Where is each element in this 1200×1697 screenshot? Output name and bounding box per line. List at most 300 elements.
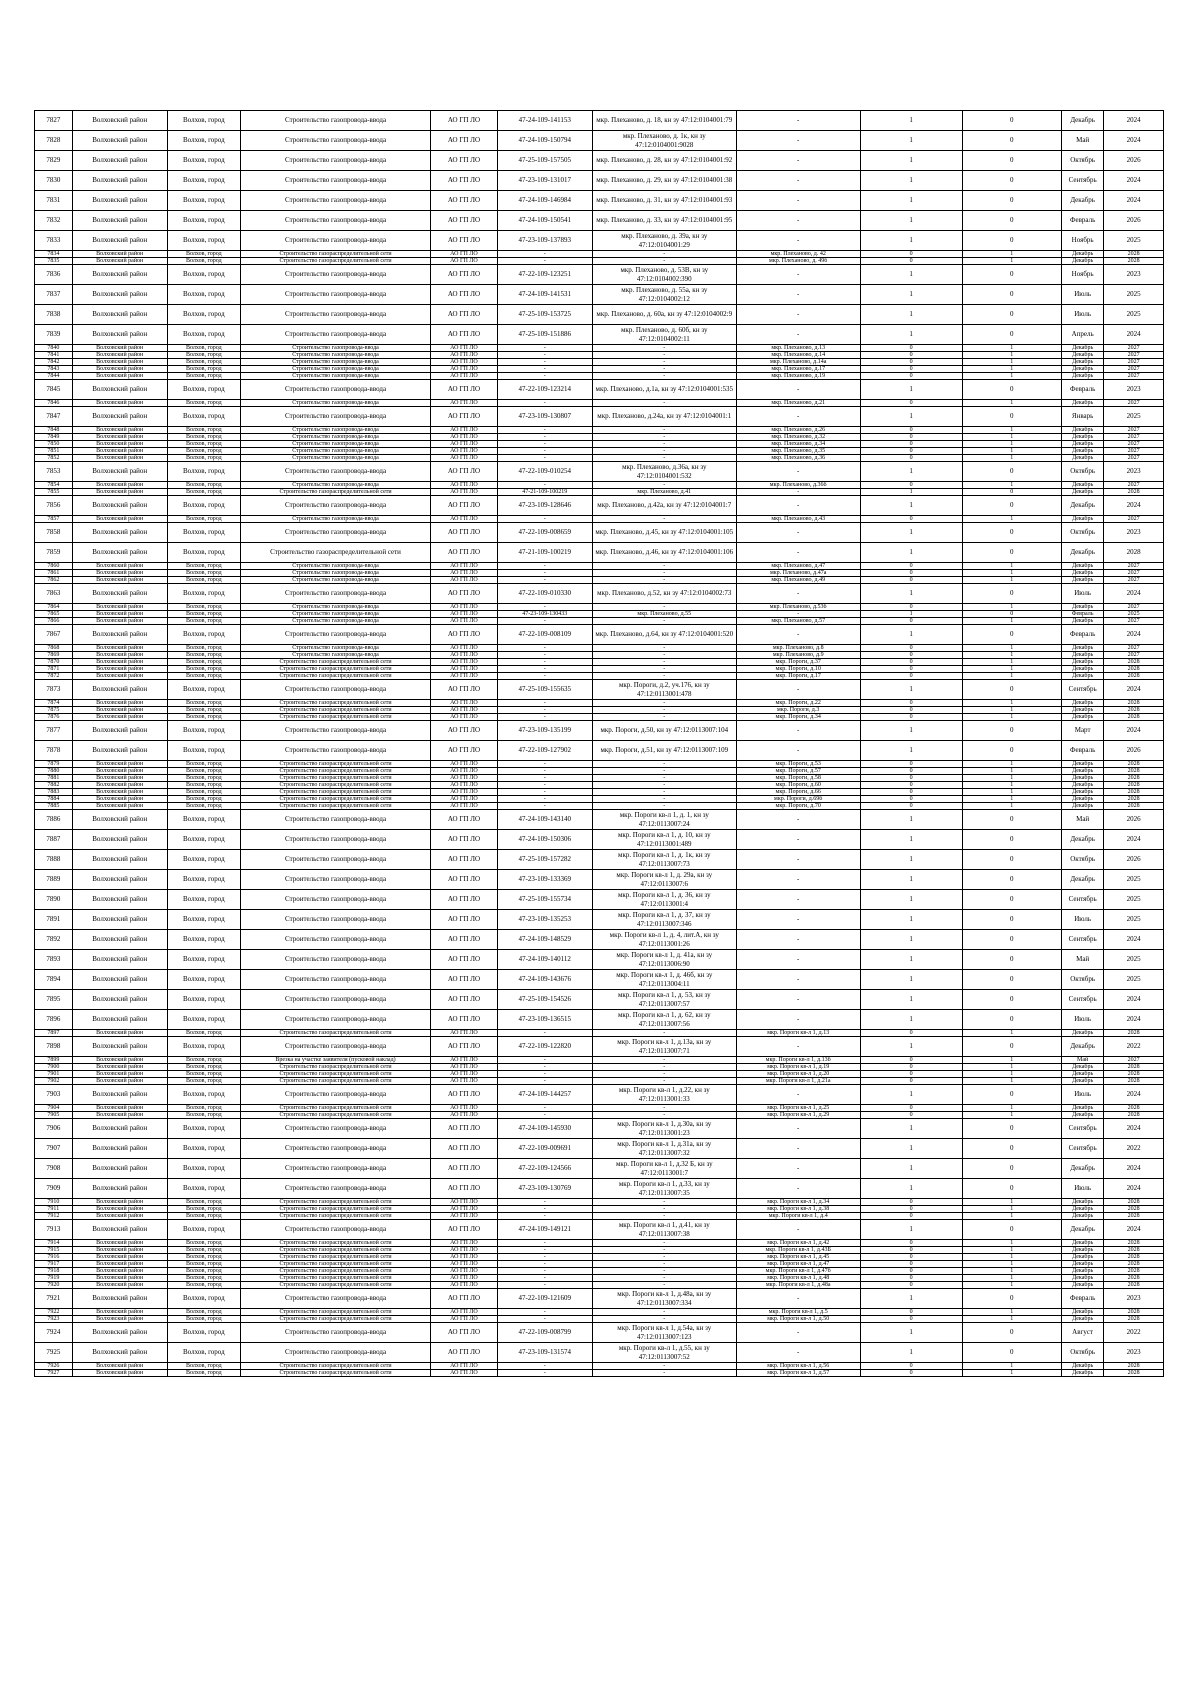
cell-district: Волховский район	[72, 721, 167, 741]
cell-number: 7856	[35, 496, 73, 516]
cell-year: 2024	[1104, 171, 1164, 191]
cell-settlement: Волхов, город	[167, 761, 240, 768]
cell-settlement: Волхов, город	[167, 1323, 240, 1343]
cell-address-cadastral: -	[592, 400, 736, 407]
cell-address-cadastral: -	[592, 345, 736, 352]
cell-count-a: 1	[860, 407, 962, 427]
cell-year: 2027	[1104, 652, 1164, 659]
table-row	[35, 258, 1164, 265]
cell-address-cadastral: мкр. Пороги кв-л 1, д.30а, кн зу 47:12:0113001:23	[592, 1119, 736, 1139]
cell-year: 2026	[1104, 151, 1164, 171]
cell-count-a: 0	[860, 761, 962, 768]
cell-number: 7827	[35, 111, 73, 131]
cell-organization: АО ГП ЛО	[431, 584, 497, 604]
cell-count-b: 1	[962, 1057, 1062, 1064]
cell-district: Волховский район	[72, 1159, 167, 1179]
cell-count-b: 1	[962, 1370, 1062, 1377]
cell-year: 2027	[1104, 516, 1164, 523]
cell-organization: АО ГП ЛО	[431, 359, 497, 366]
cell-count-b: 0	[962, 810, 1062, 830]
table-row	[35, 1206, 1164, 1213]
cell-address: -	[736, 231, 860, 251]
cell-address: мкр. Пороги, д.60	[736, 782, 860, 789]
cell-application-id: -	[497, 577, 592, 584]
cell-work-type: Строительство газопровода-ввода	[240, 191, 430, 211]
cell-application-id: 47-23-109-130807	[497, 407, 592, 427]
cell-address: мкр. Пороги кв-л 1, д.20	[736, 1071, 860, 1078]
cell-address-cadastral: -	[592, 1105, 736, 1112]
cell-address: -	[736, 523, 860, 543]
cell-month: Декабрь	[1062, 618, 1104, 625]
cell-application-id: 47-22-109-121609	[497, 1289, 592, 1309]
cell-month: Октябрь	[1062, 850, 1104, 870]
cell-organization: АО ГП ЛО	[431, 265, 497, 285]
cell-count-b: 1	[962, 618, 1062, 625]
cell-year: 2025	[1104, 285, 1164, 305]
cell-organization: АО ГП ЛО	[431, 1309, 497, 1316]
cell-month: Февраль	[1062, 211, 1104, 231]
cell-work-type: Строительство газораспределительной сети	[240, 1030, 430, 1037]
cell-organization: АО ГП ЛО	[431, 516, 497, 523]
cell-application-id: -	[497, 1030, 592, 1037]
cell-district: Волховский район	[72, 265, 167, 285]
cell-organization: АО ГП ЛО	[431, 563, 497, 570]
cell-settlement: Волхов, город	[167, 645, 240, 652]
cell-address: -	[736, 1085, 860, 1105]
cell-address: мкр. Плеханово, д. 49б	[736, 258, 860, 265]
cell-address-cadastral: мкр. Пороги кв-л 1, д. 62, кн зу 47:12:0113007:56	[592, 1010, 736, 1030]
cell-settlement: Волхов, город	[167, 462, 240, 482]
cell-month: Декабрь	[1062, 1247, 1104, 1254]
cell-year: 2028	[1104, 659, 1164, 666]
cell-number: 7866	[35, 618, 73, 625]
table-row	[35, 1247, 1164, 1254]
cell-count-b: 0	[962, 584, 1062, 604]
cell-organization: АО ГП ЛО	[431, 191, 497, 211]
cell-month: Февраль	[1062, 380, 1104, 400]
cell-application-id: 47-22-109-010254	[497, 462, 592, 482]
table-row	[35, 666, 1164, 673]
cell-number: 7853	[35, 462, 73, 482]
cell-work-type: Строительство газораспределительной сети	[240, 1254, 430, 1261]
cell-month: Октябрь	[1062, 151, 1104, 171]
cell-application-id: 47-25-109-155635	[497, 680, 592, 700]
table-row	[35, 659, 1164, 666]
cell-organization: АО ГП ЛО	[431, 1220, 497, 1240]
cell-count-b: 1	[962, 570, 1062, 577]
cell-count-b: 1	[962, 707, 1062, 714]
cell-count-a: 1	[860, 625, 962, 645]
cell-count-a: 1	[860, 211, 962, 231]
cell-count-a: 0	[860, 448, 962, 455]
table-row	[35, 523, 1164, 543]
cell-count-a: 1	[860, 1010, 962, 1030]
cell-district: Волховский район	[72, 400, 167, 407]
cell-month: Декабрь	[1062, 366, 1104, 373]
cell-number: 7894	[35, 970, 73, 990]
table-row	[35, 1275, 1164, 1282]
cell-month: Февраль	[1062, 741, 1104, 761]
cell-month: Сентябрь	[1062, 890, 1104, 910]
table-row	[35, 577, 1164, 584]
table-row	[35, 1282, 1164, 1289]
cell-address: мкр. Пороги, д.58	[736, 775, 860, 782]
cell-work-type: Строительство газопровода-ввода	[240, 285, 430, 305]
cell-address-cadastral: -	[592, 455, 736, 462]
cell-settlement: Волхов, город	[167, 211, 240, 231]
cell-month: Декабрь	[1062, 1199, 1104, 1206]
cell-organization: АО ГП ЛО	[431, 1105, 497, 1112]
cell-number: 7899	[35, 1057, 73, 1064]
cell-count-b: 0	[962, 496, 1062, 516]
cell-application-id: 47-23-109-135253	[497, 910, 592, 930]
cell-count-a: 1	[860, 151, 962, 171]
cell-number: 7877	[35, 721, 73, 741]
cell-organization: АО ГП ЛО	[431, 325, 497, 345]
cell-number: 7914	[35, 1240, 73, 1247]
cell-year: 2023	[1104, 1343, 1164, 1363]
cell-application-id: -	[497, 761, 592, 768]
cell-number: 7846	[35, 400, 73, 407]
cell-address-cadastral: мкр. Пороги кв-л 1, д. 37, кн зу 47:12:0113007:346	[592, 910, 736, 930]
cell-year: 2025	[1104, 611, 1164, 618]
cell-address: -	[736, 611, 860, 618]
cell-application-id: 47-23-109-130433	[497, 611, 592, 618]
cell-count-a: 1	[860, 111, 962, 131]
table-row	[35, 496, 1164, 516]
cell-application-id: -	[497, 1282, 592, 1289]
cell-work-type: Строительство газопровода-ввода	[240, 910, 430, 930]
cell-count-a: 0	[860, 345, 962, 352]
cell-number: 7863	[35, 584, 73, 604]
cell-count-a: 0	[860, 666, 962, 673]
cell-number: 7876	[35, 714, 73, 721]
cell-count-a: 0	[860, 1240, 962, 1247]
cell-district: Волховский район	[72, 407, 167, 427]
cell-settlement: Волхов, город	[167, 721, 240, 741]
cell-count-a: 1	[860, 489, 962, 496]
cell-application-id: -	[497, 345, 592, 352]
cell-work-type: Строительство газопровода-ввода	[240, 741, 430, 761]
cell-address-cadastral: -	[592, 673, 736, 680]
cell-count-a: 1	[860, 325, 962, 345]
cell-address: мкр. Пороги кв-л 1, д.5	[736, 1309, 860, 1316]
cell-address-cadastral: -	[592, 775, 736, 782]
cell-month: Декабрь	[1062, 1254, 1104, 1261]
cell-year: 2024	[1104, 680, 1164, 700]
cell-work-type: Строительство газораспределительной сети	[240, 1206, 430, 1213]
cell-number: 7835	[35, 258, 73, 265]
cell-month: Декабрь	[1062, 1220, 1104, 1240]
cell-number: 7834	[35, 251, 73, 258]
cell-number: 7880	[35, 768, 73, 775]
data-table	[34, 110, 1164, 1377]
table-row	[35, 850, 1164, 870]
cell-month: Декабрь	[1062, 1316, 1104, 1323]
cell-organization: АО ГП ЛО	[431, 910, 497, 930]
cell-year: 2027	[1104, 604, 1164, 611]
table-row	[35, 1112, 1164, 1119]
cell-address-cadastral: -	[592, 373, 736, 380]
cell-address: -	[736, 1139, 860, 1159]
table-row	[35, 870, 1164, 890]
cell-address: мкр. Пороги, д.22	[736, 700, 860, 707]
cell-application-id: -	[497, 352, 592, 359]
cell-address-cadastral: -	[592, 700, 736, 707]
cell-count-b: 0	[962, 950, 1062, 970]
cell-number: 7919	[35, 1275, 73, 1282]
cell-address: -	[736, 810, 860, 830]
cell-address: мкр. Плеханово, д.26	[736, 427, 860, 434]
cell-work-type: Врезка на участке заявителя (пусковой наклад)	[240, 1057, 430, 1064]
cell-address-cadastral: -	[592, 796, 736, 803]
cell-address-cadastral: мкр. Плеханово, д. 55а, кн зу 47:12:0104002:12	[592, 285, 736, 305]
cell-month: Декабрь	[1062, 796, 1104, 803]
cell-organization: АО ГП ЛО	[431, 400, 497, 407]
cell-count-a: 0	[860, 803, 962, 810]
cell-count-b: 1	[962, 516, 1062, 523]
cell-district: Волховский район	[72, 380, 167, 400]
cell-year: 2027	[1104, 570, 1164, 577]
table-row	[35, 352, 1164, 359]
cell-count-a: 1	[860, 1085, 962, 1105]
cell-address: -	[736, 265, 860, 285]
cell-work-type: Строительство газопровода-ввода	[240, 1010, 430, 1030]
cell-work-type: Строительство газопровода-ввода	[240, 890, 430, 910]
cell-settlement: Волхов, город	[167, 434, 240, 441]
table-row	[35, 285, 1164, 305]
cell-count-a: 1	[860, 265, 962, 285]
cell-address-cadastral: мкр. Пороги кв-л 1, д.41, кн зу 47:12:0113007:38	[592, 1220, 736, 1240]
cell-count-b: 0	[962, 1179, 1062, 1199]
cell-number: 7887	[35, 830, 73, 850]
table-row	[35, 1179, 1164, 1199]
cell-work-type: Строительство газораспределительной сети	[240, 1282, 430, 1289]
cell-district: Волховский район	[72, 1343, 167, 1363]
cell-organization: АО ГП ЛО	[431, 1247, 497, 1254]
cell-address: -	[736, 990, 860, 1010]
cell-count-b: 1	[962, 714, 1062, 721]
cell-count-a: 1	[860, 231, 962, 251]
cell-organization: АО ГП ЛО	[431, 1213, 497, 1220]
table-row	[35, 570, 1164, 577]
cell-number: 7927	[35, 1370, 73, 1377]
table-row	[35, 1105, 1164, 1112]
cell-application-id: -	[497, 359, 592, 366]
cell-work-type: Строительство газопровода-ввода	[240, 810, 430, 830]
cell-count-a: 1	[860, 462, 962, 482]
cell-count-b: 1	[962, 1316, 1062, 1323]
cell-year: 2027	[1104, 577, 1164, 584]
cell-number: 7906	[35, 1119, 73, 1139]
cell-count-b: 0	[962, 1323, 1062, 1343]
cell-application-id: 47-22-109-008109	[497, 625, 592, 645]
cell-work-type: Строительство газопровода-ввода	[240, 577, 430, 584]
cell-number: 7881	[35, 775, 73, 782]
cell-number: 7839	[35, 325, 73, 345]
cell-number: 7845	[35, 380, 73, 400]
table-row	[35, 796, 1164, 803]
cell-district: Волховский район	[72, 796, 167, 803]
table-row	[35, 768, 1164, 775]
cell-settlement: Волхов, город	[167, 1309, 240, 1316]
cell-organization: АО ГП ЛО	[431, 496, 497, 516]
cell-month: Декабрь	[1062, 448, 1104, 455]
cell-number: 7908	[35, 1159, 73, 1179]
cell-work-type: Строительство газопровода-ввода	[240, 325, 430, 345]
cell-application-id: -	[497, 1370, 592, 1377]
cell-work-type: Строительство газопровода-ввода	[240, 680, 430, 700]
cell-settlement: Волхов, город	[167, 131, 240, 151]
cell-month: Декабрь	[1062, 1071, 1104, 1078]
cell-year: 2025	[1104, 305, 1164, 325]
cell-month: Декабрь	[1062, 543, 1104, 563]
cell-address-cadastral: -	[592, 803, 736, 810]
cell-year: 2028	[1104, 1213, 1164, 1220]
cell-month: Декабрь	[1062, 496, 1104, 516]
cell-number: 7851	[35, 448, 73, 455]
cell-settlement: Волхов, город	[167, 373, 240, 380]
cell-address: -	[736, 171, 860, 191]
cell-number: 7842	[35, 359, 73, 366]
cell-number: 7913	[35, 1220, 73, 1240]
cell-work-type: Строительство газопровода-ввода	[240, 516, 430, 523]
table-row	[35, 251, 1164, 258]
cell-settlement: Волхов, город	[167, 1254, 240, 1261]
cell-organization: АО ГП ЛО	[431, 131, 497, 151]
cell-address-cadastral: -	[592, 251, 736, 258]
cell-count-b: 1	[962, 366, 1062, 373]
cell-year: 2028	[1104, 1105, 1164, 1112]
cell-address: -	[736, 1010, 860, 1030]
cell-organization: АО ГП ЛО	[431, 427, 497, 434]
cell-address: -	[736, 407, 860, 427]
cell-application-id: -	[497, 400, 592, 407]
cell-address-cadastral: мкр. Плеханово, д. 29, кн зу 47:12:0104001:38	[592, 171, 736, 191]
cell-application-id: -	[497, 803, 592, 810]
cell-organization: АО ГП ЛО	[431, 680, 497, 700]
cell-month: Июль	[1062, 910, 1104, 930]
table-row	[35, 1316, 1164, 1323]
cell-month: Октябрь	[1062, 523, 1104, 543]
table-row	[35, 441, 1164, 448]
cell-month: Декабрь	[1062, 1064, 1104, 1071]
cell-district: Волховский район	[72, 448, 167, 455]
table-row	[35, 1261, 1164, 1268]
cell-month: Декабрь	[1062, 1030, 1104, 1037]
table-row	[35, 265, 1164, 285]
cell-application-id: 47-23-109-130769	[497, 1179, 592, 1199]
cell-count-b: 1	[962, 673, 1062, 680]
cell-count-a: 1	[860, 970, 962, 990]
cell-count-a: 0	[860, 427, 962, 434]
cell-number: 7868	[35, 645, 73, 652]
cell-organization: АО ГП ЛО	[431, 700, 497, 707]
cell-work-type: Строительство газопровода-ввода	[240, 870, 430, 890]
cell-district: Волховский район	[72, 285, 167, 305]
cell-address-cadastral: мкр. Пороги кв-л 1, д.55, кн зу 47:12:0113007:52	[592, 1343, 736, 1363]
cell-count-a: 0	[860, 1030, 962, 1037]
cell-work-type: Строительство газопровода-ввода	[240, 1323, 430, 1343]
cell-count-b: 0	[962, 285, 1062, 305]
cell-application-id: -	[497, 1275, 592, 1282]
cell-count-a: 1	[860, 1220, 962, 1240]
cell-month: Декабрь	[1062, 345, 1104, 352]
table-row	[35, 1199, 1164, 1206]
cell-organization: АО ГП ЛО	[431, 604, 497, 611]
cell-address: -	[736, 111, 860, 131]
cell-settlement: Волхов, город	[167, 741, 240, 761]
cell-count-b: 1	[962, 1282, 1062, 1289]
cell-district: Волховский район	[72, 1268, 167, 1275]
cell-work-type: Строительство газопровода-ввода	[240, 721, 430, 741]
cell-settlement: Волхов, город	[167, 543, 240, 563]
cell-work-type: Строительство газораспределительной сети	[240, 1199, 430, 1206]
cell-year: 2025	[1104, 950, 1164, 970]
cell-work-type: Строительство газораспределительной сети	[240, 666, 430, 673]
cell-application-id: -	[497, 618, 592, 625]
cell-month: Декабрь	[1062, 1206, 1104, 1213]
cell-application-id: 47-24-109-143140	[497, 810, 592, 830]
cell-address-cadastral: мкр. Пороги кв-л 1, д.33, кн зу 47:12:0113007:35	[592, 1179, 736, 1199]
cell-district: Волховский район	[72, 659, 167, 666]
cell-address: мкр. Плеханово, д.17	[736, 366, 860, 373]
cell-address: мкр. Плеханово, д.53б	[736, 604, 860, 611]
cell-district: Волховский район	[72, 496, 167, 516]
cell-address-cadastral: -	[592, 482, 736, 489]
cell-address: мкр. Пороги, д.53	[736, 761, 860, 768]
cell-district: Волховский район	[72, 462, 167, 482]
cell-settlement: Волхов, город	[167, 1363, 240, 1370]
cell-count-b: 1	[962, 768, 1062, 775]
cell-number: 7849	[35, 434, 73, 441]
cell-work-type: Строительство газопровода-ввода	[240, 345, 430, 352]
cell-address: -	[736, 1119, 860, 1139]
cell-address-cadastral: -	[592, 707, 736, 714]
cell-address: мкр. Пороги кв-л 1, д.21а	[736, 1078, 860, 1085]
cell-count-b: 1	[962, 1247, 1062, 1254]
cell-count-b: 1	[962, 1254, 1062, 1261]
cell-count-b: 1	[962, 1064, 1062, 1071]
cell-address-cadastral: -	[592, 714, 736, 721]
cell-address-cadastral: -	[592, 359, 736, 366]
cell-work-type: Строительство газораспределительной сети	[240, 1240, 430, 1247]
cell-district: Волховский район	[72, 1309, 167, 1316]
cell-organization: АО ГП ЛО	[431, 345, 497, 352]
cell-number: 7841	[35, 352, 73, 359]
cell-count-b: 1	[962, 1199, 1062, 1206]
cell-application-id: -	[497, 673, 592, 680]
cell-count-b: 0	[962, 171, 1062, 191]
cell-year: 2024	[1104, 496, 1164, 516]
cell-district: Волховский район	[72, 789, 167, 796]
cell-count-a: 1	[860, 496, 962, 516]
cell-application-id: -	[497, 570, 592, 577]
cell-settlement: Волхов, город	[167, 1282, 240, 1289]
cell-work-type: Строительство газопровода-ввода	[240, 625, 430, 645]
cell-address: -	[736, 1179, 860, 1199]
cell-settlement: Волхов, город	[167, 489, 240, 496]
cell-year: 2027	[1104, 448, 1164, 455]
cell-month: Декабрь	[1062, 1275, 1104, 1282]
cell-address: -	[736, 970, 860, 990]
cell-year: 2028	[1104, 1309, 1164, 1316]
cell-month: Декабрь	[1062, 803, 1104, 810]
cell-work-type: Строительство газопровода-ввода	[240, 171, 430, 191]
cell-application-id: 47-24-109-148529	[497, 930, 592, 950]
cell-application-id: -	[497, 1064, 592, 1071]
cell-count-b: 1	[962, 1071, 1062, 1078]
